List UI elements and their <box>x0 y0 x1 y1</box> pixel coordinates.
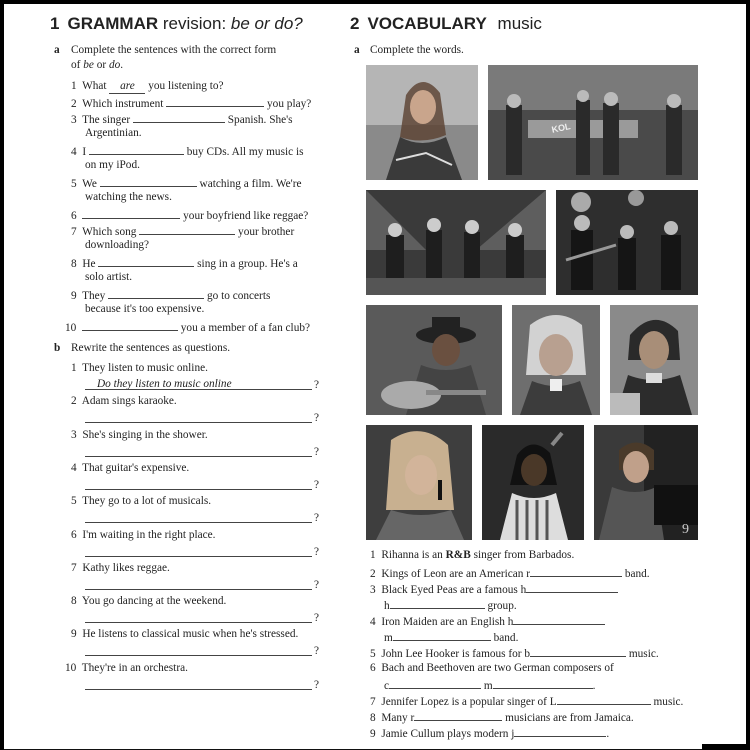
text: 8 <box>370 712 376 724</box>
text: Jamie Cullum plays modern <box>381 728 512 740</box>
question-mark: ? <box>314 479 320 491</box>
grammar-a-item-cont: watching the news. <box>85 191 172 203</box>
grammar-a-instruction-1: Complete the sentences with the correct form <box>71 44 277 56</box>
vocab-item <box>370 565 650 581</box>
first-letter: m <box>483 680 493 692</box>
photo-reggae-musician <box>482 425 584 540</box>
vocab-item <box>370 581 618 597</box>
photo-jamie-cullum <box>594 425 698 540</box>
photo-iron-maiden <box>556 190 698 295</box>
item-text: They're in an orchestra. <box>81 662 188 674</box>
answer-line[interactable] <box>85 589 312 590</box>
first-letter: h <box>384 600 390 612</box>
answer-blank[interactable] <box>98 255 194 267</box>
text: musicians are from Jamaica. <box>505 712 634 724</box>
photo-rihanna <box>366 65 478 180</box>
photo-bach <box>512 305 600 415</box>
text: . <box>592 680 596 692</box>
grammar-a-label: a <box>54 44 60 56</box>
answer-blank[interactable] <box>390 597 485 609</box>
answer-blank[interactable] <box>100 175 197 187</box>
item-text: They go to a lot of musicals. <box>82 495 212 507</box>
grammar-a-item: 7 Which song your brother <box>71 223 294 239</box>
question-mark: ? <box>314 512 320 524</box>
text: 6 <box>370 662 376 674</box>
vocabulary-heading: 2 VOCABULARY music <box>350 14 542 33</box>
text: Black Eyed Peas are a famous <box>381 584 521 596</box>
first-letter: j <box>511 728 515 740</box>
grammar-heading: 1 GRAMMAR revision: be or do? <box>50 14 303 33</box>
answer-line[interactable] <box>85 556 312 557</box>
photo-jennifer-lopez <box>366 425 472 540</box>
grammar-a-item: 4 I buy CDs. All my music is <box>71 143 303 159</box>
bold-answer: R&B <box>445 549 471 561</box>
grammar-b-label: b <box>54 342 61 354</box>
text: Kings of Leon are an American <box>381 568 527 580</box>
answer-blank[interactable] <box>389 677 481 689</box>
vocab-item <box>370 645 659 661</box>
item-number: 10 <box>65 662 77 674</box>
example-answer: Do they listen to music online <box>97 378 232 390</box>
item-number: 8 <box>71 595 77 607</box>
item-text: He listens to classical music when he's stressed. <box>82 628 299 640</box>
text: group. <box>487 600 517 612</box>
grammar-a-item-cont: on my iPod. <box>85 159 140 171</box>
scan-border-right <box>746 0 750 750</box>
item-number: 3 <box>71 429 77 441</box>
item-number: 2 <box>71 395 77 407</box>
item-text: She's singing in the shower. <box>82 429 208 441</box>
grammar-a-item: 9 They go to concerts <box>71 287 270 303</box>
question-mark: ? <box>314 612 320 624</box>
answer-blank[interactable] <box>530 565 622 577</box>
text: Iron Maiden are an English <box>381 616 508 628</box>
answer-line[interactable] <box>85 689 312 690</box>
first-letter: h <box>507 616 514 628</box>
photo-john-lee-hooker <box>366 305 502 415</box>
question-mark: ? <box>314 679 320 691</box>
first-letter: m <box>384 632 393 644</box>
text: 4 <box>370 616 376 628</box>
answer-blank[interactable] <box>89 143 184 155</box>
answer-blank[interactable] <box>393 629 491 641</box>
first-letter: b <box>524 648 531 660</box>
scan-border-left <box>0 0 4 750</box>
answer-blank[interactable] <box>513 613 605 625</box>
answer-blank[interactable] <box>530 645 626 657</box>
text: 5 <box>370 648 376 660</box>
grammar-b-item <box>71 394 177 408</box>
text: 9 <box>370 728 376 740</box>
item-number: 9 <box>71 628 77 640</box>
answer-blank[interactable] <box>557 693 651 705</box>
grammar-a-item: 1 What are you listening to? <box>71 80 224 92</box>
grammar-a-item: 8 He sing in a group. He's a <box>71 255 298 271</box>
grammar-a-item: 10 you a member of a fan club? <box>65 319 310 335</box>
grammar-a-instruction-2: of be or do. <box>71 59 124 71</box>
item-text: Kathy likes reggae. <box>82 562 170 574</box>
answer-blank[interactable] <box>82 319 178 331</box>
vocab-item <box>370 725 609 741</box>
photo-black-eyed-peas <box>366 190 546 295</box>
item-text: That guitar's expensive. <box>82 462 190 474</box>
item-number: 1 <box>71 362 77 374</box>
grammar-b-item <box>71 594 226 608</box>
answer-blank[interactable] <box>82 207 180 219</box>
answer-line[interactable] <box>85 655 312 656</box>
answer-blank[interactable] <box>493 677 593 689</box>
grammar-b-instruction: Rewrite the sentences as questions. <box>71 342 231 354</box>
text: John Lee Hooker is famous for <box>381 648 525 660</box>
grammar-a-item-cont: downloading? <box>85 239 150 251</box>
answer-line[interactable] <box>85 422 312 423</box>
question-mark: ? <box>314 546 320 558</box>
photo-kings-of-leon <box>488 65 698 180</box>
answer-blank[interactable] <box>139 223 235 235</box>
item-number: 6 <box>71 529 77 541</box>
grammar-a-item-cont: Argentinian. <box>85 127 142 139</box>
question-mark: ? <box>314 412 320 424</box>
text: 2 <box>370 568 376 580</box>
answer-blank[interactable] <box>108 287 204 299</box>
first-letter: c <box>384 680 390 692</box>
grammar-b-item <box>71 361 208 375</box>
stage-sign-text: KOL <box>550 121 572 135</box>
text: 7 <box>370 696 376 708</box>
text: 3 <box>370 584 376 596</box>
text: Many <box>381 712 411 724</box>
vocab-a-instruction: Complete the words. <box>370 44 464 56</box>
answer-blank[interactable] <box>133 111 225 123</box>
answer-line[interactable] <box>85 522 312 523</box>
text: Rihanna is an <box>381 549 446 561</box>
text: music. <box>653 696 684 708</box>
answer-line[interactable] <box>85 456 312 457</box>
item-text: Adam sings karaoke. <box>81 395 177 407</box>
grammar-b-item <box>71 494 211 508</box>
first-letter: r <box>410 712 415 724</box>
answer-blank[interactable] <box>526 581 618 593</box>
grammar-a-item: 5 We watching a film. We're <box>71 175 301 191</box>
answer-line[interactable] <box>85 389 312 390</box>
question-mark: ? <box>314 579 320 591</box>
item-text: I'm waiting in the right place. <box>82 529 216 541</box>
vocab-item <box>370 613 605 629</box>
grammar-a-item-cont: solo artist. <box>85 271 133 283</box>
text: Bach and Beethoven are two German composers of <box>381 662 614 674</box>
vocab-item-cont <box>384 677 595 693</box>
item-text: They listen to music online. <box>82 362 208 374</box>
vocab-a-label: a <box>354 44 360 56</box>
grammar-b-item <box>71 461 189 475</box>
text: music. <box>628 648 659 660</box>
question-mark: ? <box>314 446 320 458</box>
photo-beethoven <box>610 305 698 415</box>
first-letter: h <box>520 584 527 596</box>
first-letter: L <box>549 696 557 708</box>
vocab-item <box>370 548 574 562</box>
question-mark: ? <box>314 379 320 391</box>
grammar-b-item <box>71 627 298 641</box>
grammar-b-item <box>71 561 170 575</box>
text: Jennifer Lopez is a popular singer of <box>381 696 550 708</box>
grammar-b-item <box>71 428 208 442</box>
item-number: 7 <box>71 562 77 574</box>
text: band. <box>624 568 650 580</box>
answer-blank[interactable] <box>514 725 606 737</box>
answer-blank[interactable] <box>166 95 264 107</box>
vocab-item-cont <box>384 597 517 613</box>
example-answer: are <box>109 79 145 94</box>
first-letter: r <box>526 568 531 580</box>
question-mark: ? <box>314 645 320 657</box>
grammar-b-item <box>71 528 215 542</box>
item-number: 5 <box>71 495 77 507</box>
answer-blank[interactable] <box>414 709 502 721</box>
vocab-item <box>370 661 614 675</box>
vocab-item <box>370 693 683 709</box>
text: singer from Barbados. <box>470 549 575 561</box>
grammar-a-item: 3 The singer Spanish. She's <box>71 111 293 127</box>
vocab-item-cont <box>384 629 518 645</box>
grammar-a-item: 6 your boyfriend like reggae? <box>71 207 308 223</box>
item-text: You go dancing at the weekend. <box>81 595 227 607</box>
item-number: 4 <box>71 462 77 474</box>
answer-line[interactable] <box>85 622 312 623</box>
text: . <box>606 728 610 740</box>
grammar-a-item-cont: because it's too expensive. <box>85 303 205 315</box>
svg-text:9: 9 <box>682 522 689 537</box>
vocab-item <box>370 709 634 725</box>
text: 1 <box>370 549 376 561</box>
grammar-b-item <box>65 661 188 675</box>
scan-border-top <box>0 0 750 4</box>
scan-border-bottom <box>702 744 750 750</box>
grammar-a-item: 2 Which instrument you play? <box>71 95 311 111</box>
answer-line[interactable] <box>85 489 312 490</box>
text: band. <box>493 632 519 644</box>
